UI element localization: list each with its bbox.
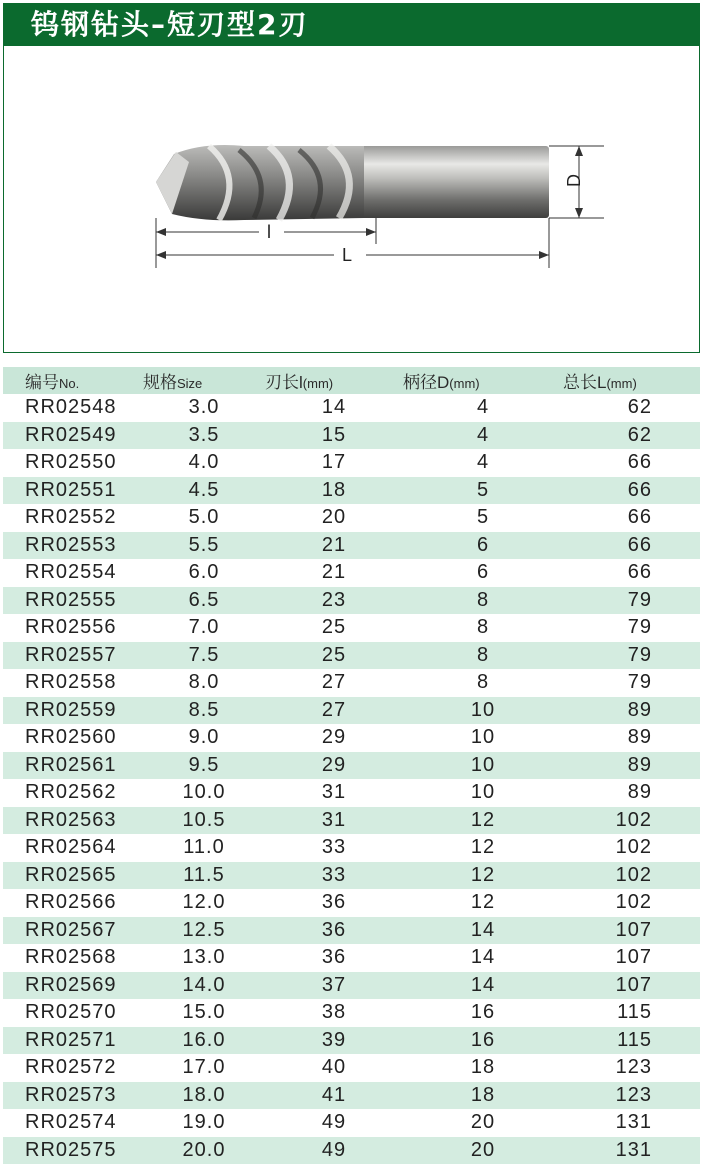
cell-shank-diameter: 18 [403,1082,563,1110]
drill-shank [359,146,549,218]
table-header-row [3,367,700,394]
table-row [3,669,700,697]
cell-flute-length: 15 [265,422,403,450]
cell-flute-length: 23 [265,587,403,615]
cell-overall-length: 131 [615,1111,652,1134]
cell-shank-diameter: 18 [470,1056,496,1079]
cell-overall-length: 107 [563,972,700,1000]
cell-shank-diameter: 8 [403,642,563,670]
cell-overall-length: 115 [617,1001,652,1024]
cell-shank-diameter: 10 [403,697,563,725]
table-row [3,1109,700,1137]
cell-flute-length: 25 [321,616,347,639]
cell-overall-length: 66 [563,477,700,505]
cell-no: RR02568 [25,946,117,969]
cell-overall-length: 66 [627,506,652,529]
cell-overall-length: 89 [627,781,652,804]
cell-flute-length: 33 [265,862,403,890]
cell-flute-length: 40 [321,1056,347,1079]
dimension-label-l: l [267,222,271,242]
cell-flute-length: 36 [265,917,403,945]
cell-size: 12.0 [182,891,226,914]
cell-flute-length: 39 [265,1027,403,1055]
header-size: 规格Size [143,367,265,394]
cell-size: 9.0 [188,726,220,749]
cell-shank-diameter: 6 [476,561,490,584]
table-row [3,394,700,422]
dimension-label-d: D [564,174,584,187]
drill-diagram [3,46,700,353]
table-row [3,1137,700,1165]
cell-no: RR02572 [25,1056,117,1079]
cell-no: RR02561 [3,752,143,780]
cell-shank-diameter: 8 [476,671,490,694]
table-row [3,697,700,725]
cell-size: 15.0 [182,1001,226,1024]
cell-shank-diameter: 6 [403,532,563,560]
cell-no: RR02574 [25,1111,117,1134]
cell-size: 7.0 [188,616,220,639]
cell-flute-length: 21 [321,561,347,584]
cell-no: RR02565 [3,862,143,890]
cell-overall-length: 123 [563,1082,700,1110]
cell-flute-length: 14 [321,396,347,419]
cell-flute-length: 18 [265,477,403,505]
table-row [3,752,700,780]
cell-overall-length: 66 [627,561,652,584]
cell-overall-length: 102 [563,807,700,835]
cell-size: 5.0 [188,506,220,529]
cell-no: RR02560 [25,726,117,749]
cell-size: 3.5 [143,422,265,450]
drill-bit-illustration [4,46,701,353]
cell-shank-diameter: 14 [403,972,563,1000]
cell-no: RR02554 [25,561,117,584]
dimension-label-total-l: L [342,245,353,265]
cell-overall-length: 79 [563,587,700,615]
cell-no: RR02555 [3,587,143,615]
cell-no: RR02552 [25,506,117,529]
cell-shank-diameter: 14 [403,917,563,945]
table-row [3,449,700,477]
cell-shank-diameter: 20 [403,1137,563,1165]
cell-flute-length: 49 [321,1111,347,1134]
cell-flute-length: 29 [321,726,347,749]
cell-flute-length: 38 [321,1001,347,1024]
table-row [3,724,700,752]
cell-shank-diameter: 4 [476,451,490,474]
cell-overall-length: 62 [563,422,700,450]
cell-no: RR02570 [25,1001,117,1024]
cell-flute-length: 31 [265,807,403,835]
cell-shank-diameter: 4 [403,422,563,450]
cell-size: 17.0 [182,1056,226,1079]
cell-flute-length: 41 [265,1082,403,1110]
table-row [3,779,700,807]
cell-flute-length: 37 [265,972,403,1000]
cell-size: 18.0 [143,1082,265,1110]
cell-size: 12.5 [143,917,265,945]
table-row [3,1082,700,1110]
cell-no: RR02573 [3,1082,143,1110]
cell-size: 5.5 [143,532,265,560]
cell-flute-length: 36 [321,946,347,969]
cell-size: 14.0 [143,972,265,1000]
cell-no: RR02550 [25,451,117,474]
cell-size: 6.0 [188,561,220,584]
cell-no: RR02564 [25,836,117,859]
table-row [3,862,700,890]
cell-flute-length: 49 [265,1137,403,1165]
cell-no: RR02549 [3,422,143,450]
table-row [3,944,700,972]
cell-size: 20.0 [143,1137,265,1165]
table-row [3,504,700,532]
cell-shank-diameter: 8 [476,616,490,639]
cell-no: RR02551 [3,477,143,505]
cell-shank-diameter: 10 [470,781,496,804]
cell-shank-diameter: 5 [403,477,563,505]
cell-shank-diameter: 16 [403,1027,563,1055]
cell-shank-diameter: 14 [470,946,496,969]
table-row [3,559,700,587]
cell-overall-length: 79 [563,642,700,670]
cell-overall-length: 131 [563,1137,700,1165]
cell-size: 7.5 [143,642,265,670]
cell-size: 3.0 [188,396,220,419]
cell-size: 4.0 [188,451,220,474]
cell-flute-length: 25 [265,642,403,670]
cell-flute-length: 17 [321,451,347,474]
cell-size: 11.5 [143,862,265,890]
cell-overall-length: 123 [615,1056,652,1079]
cell-flute-length: 33 [321,836,347,859]
cell-overall-length: 89 [627,726,652,749]
cell-shank-diameter: 10 [403,752,563,780]
cell-overall-length: 89 [563,752,700,780]
cell-flute-length: 36 [321,891,347,914]
table-row [3,807,700,835]
cell-size: 19.0 [182,1111,226,1134]
table-row [3,1054,700,1082]
cell-size: 6.5 [143,587,265,615]
table-row [3,889,700,917]
cell-size: 10.0 [182,781,226,804]
cell-size: 9.5 [143,752,265,780]
cell-shank-diameter: 20 [470,1111,496,1134]
cell-shank-diameter: 12 [470,836,496,859]
cell-size: 8.5 [143,697,265,725]
cell-no: RR02559 [3,697,143,725]
cell-no: RR02571 [3,1027,143,1055]
cell-overall-length: 66 [563,532,700,560]
header-shank-diameter: 柄径D(mm) [403,367,563,394]
cell-shank-diameter: 4 [476,396,490,419]
table-row [3,422,700,450]
cell-size: 4.5 [143,477,265,505]
cell-overall-length: 102 [615,891,652,914]
cell-overall-length: 89 [563,697,700,725]
cell-overall-length: 66 [627,451,652,474]
table-row [3,1027,700,1055]
table-row [3,999,700,1027]
cell-overall-length: 62 [627,396,652,419]
cell-overall-length: 79 [627,616,652,639]
cell-no: RR02566 [25,891,117,914]
cell-no: RR02553 [3,532,143,560]
cell-no: RR02563 [3,807,143,835]
cell-flute-length: 20 [321,506,347,529]
cell-overall-length: 102 [615,836,652,859]
table-row [3,477,700,505]
cell-shank-diameter: 12 [403,807,563,835]
cell-size: 16.0 [143,1027,265,1055]
cell-overall-length: 107 [615,946,652,969]
cell-no: RR02575 [3,1137,143,1165]
cell-shank-diameter: 12 [403,862,563,890]
cell-size: 8.0 [188,671,220,694]
table-row [3,834,700,862]
cell-no: RR02562 [25,781,117,804]
table-row [3,642,700,670]
cell-no: RR02569 [3,972,143,1000]
cell-size: 11.0 [183,836,225,859]
header-overall-length: 总长L(mm) [563,367,700,394]
cell-no: RR02558 [25,671,117,694]
table-row [3,532,700,560]
table-row [3,614,700,642]
cell-overall-length: 79 [627,671,652,694]
table-row [3,587,700,615]
header-flute-length: 刃长l(mm) [265,367,403,394]
cell-no: RR02548 [25,396,117,419]
cell-overall-length: 107 [563,917,700,945]
header-no: 编号No. [3,367,143,394]
cell-flute-length: 27 [265,697,403,725]
cell-overall-length: 115 [563,1027,700,1055]
cell-overall-length: 102 [563,862,700,890]
spec-table [3,367,700,1164]
cell-shank-diameter: 8 [403,587,563,615]
cell-no: RR02556 [25,616,117,639]
cell-size: 13.0 [182,946,226,969]
cell-shank-diameter: 12 [470,891,496,914]
cell-no: RR02567 [3,917,143,945]
page-title: 钨钢钻头–短刃型2刃 [3,3,700,46]
cell-flute-length: 21 [265,532,403,560]
table-row [3,972,700,1000]
cell-flute-length: 27 [321,671,347,694]
cell-size: 10.5 [143,807,265,835]
cell-shank-diameter: 10 [470,726,496,749]
cell-flute-length: 29 [265,752,403,780]
cell-no: RR02557 [3,642,143,670]
cell-shank-diameter: 5 [476,506,490,529]
cell-shank-diameter: 16 [470,1001,496,1024]
cell-flute-length: 31 [321,781,347,804]
table-row [3,917,700,945]
